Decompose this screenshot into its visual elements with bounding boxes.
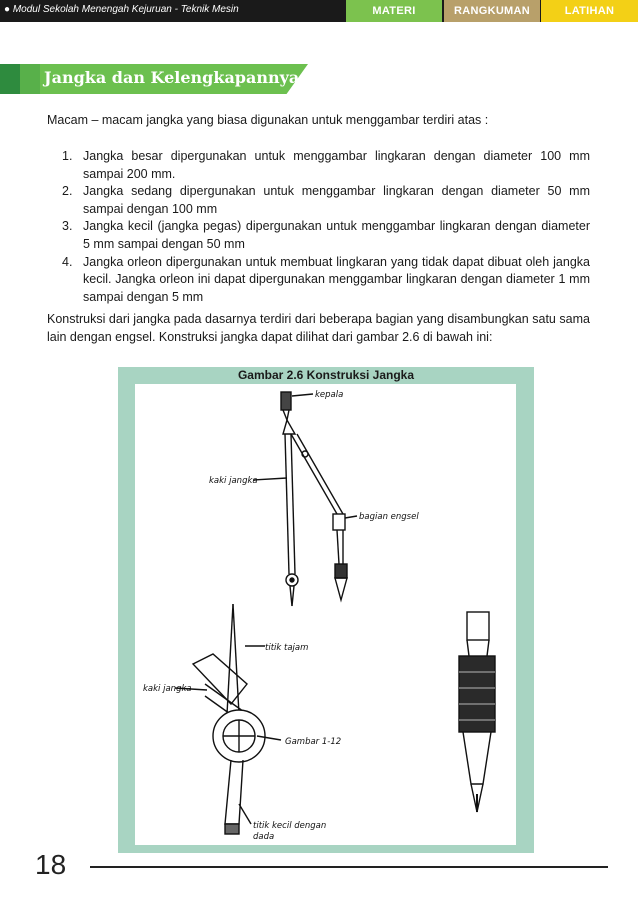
module-title: ● Modul Sekolah Menengah Kejuruan - Teknik Mesin [4, 4, 239, 15]
compass-top-illustration [253, 392, 357, 606]
footer-rule [90, 866, 608, 868]
page-number: 18 [35, 849, 67, 880]
section-banner-strip [20, 64, 40, 94]
label-kaki-jangka-bottom: kaki jangka [143, 684, 192, 694]
tab-rangkuman[interactable]: RANGKUMAN [444, 0, 540, 22]
label-titik-kecil-line2: dada [253, 832, 275, 842]
list-item [0, 254, 590, 307]
list-item [0, 183, 590, 218]
section-banner-dark [0, 64, 20, 94]
list-item-text: Jangka besar dipergunakan untuk menggambar lingkaran dengan diameter 100 mm sampai 200 mm. [83, 149, 590, 181]
label-kaki-jangka-top: kaki jangka [209, 476, 258, 486]
label-titik-kecil-line1: titik kecil dengan [253, 821, 327, 831]
compass-construction-drawing [135, 384, 516, 845]
pencil-holder-illustration [459, 612, 495, 812]
label-bagian-engsel: bagian engsel [359, 512, 419, 522]
tab-materi[interactable]: MATERI [346, 0, 442, 22]
list-item-text: Jangka sedang dipergunakan untuk menggambar lingkaran dengan diameter 50 mm sampai dengan 100 mm [83, 184, 590, 216]
compass-type-list [0, 148, 590, 306]
label-kepala: kepala [315, 390, 344, 400]
list-item-number: 1. [62, 149, 73, 163]
intro-paragraph: Macam – macam jangka yang biasa digunakan untuk menggambar terdiri atas : [47, 113, 489, 127]
section-title: Jangka dan Kelengkapannya [44, 68, 300, 87]
list-item-text: Jangka orleon dipergunakan untuk membuat lingkaran yang tidak dapat dibuat oleh jangka kecil. Jangka orleon ini dapat dipergunakan menggambar lingkaran dengan diameter 1 mm sampai dengan 5 mm [83, 254, 590, 304]
list-item [0, 148, 590, 183]
list-item-number: 4. [62, 254, 73, 269]
label-gambar-ref: Gambar 1-12 [285, 737, 342, 747]
list-item-number: 3. [62, 219, 73, 234]
list-item [0, 218, 590, 253]
compass-detail-illustration [175, 604, 281, 834]
label-titik-tajam: titik tajam [265, 643, 309, 653]
list-item-number: 2. [62, 184, 73, 199]
figure-caption: Gambar 2.6 Konstruksi Jangka [237, 368, 415, 382]
list-item-text: Jangka kecil (jangka pegas) dipergunakan untuk menggambar lingkaran dengan diameter 5 mm sampai dengan 50 mm [83, 219, 590, 251]
closing-paragraph: Konstruksi dari jangka pada dasarnya terdiri dari beberapa bagian yang disambungkan satu sama lain dengan engsel. Konstruksi jangka dapat dilihat dari gambar 2.6 di bawah ini: [47, 312, 590, 344]
tab-latihan[interactable]: LATIHAN [541, 0, 638, 22]
